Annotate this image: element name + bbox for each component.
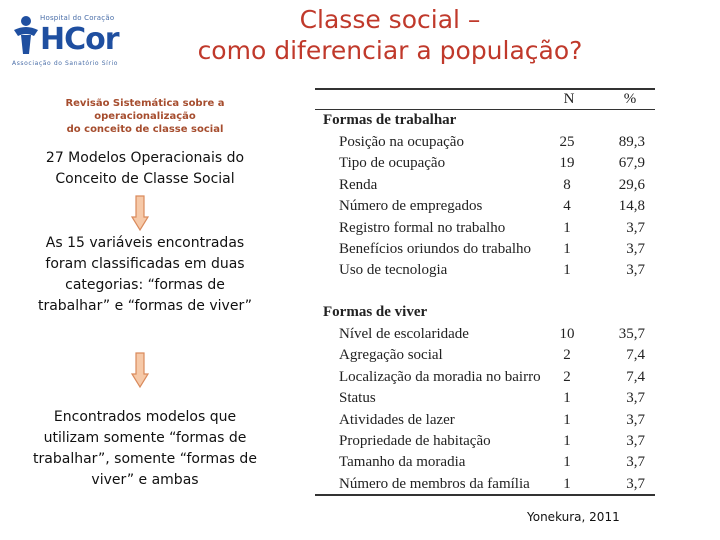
table-row xyxy=(315,431,655,452)
table-top-rule xyxy=(315,88,655,90)
table-row xyxy=(315,452,655,473)
flow-step-3: Encontrados modelos que utilizam somente “formas de trabalhar”, somente “formas de viver” e ambas xyxy=(33,409,257,488)
row-percent: 7,4 xyxy=(626,347,645,364)
hcor-logo xyxy=(12,8,132,68)
row-count: 25 xyxy=(559,134,575,150)
row-label: Benefícios oriundos do trabalho xyxy=(339,241,532,257)
row-percent: 7,4 xyxy=(626,368,645,385)
row-count: 1 xyxy=(563,454,571,471)
slide-title xyxy=(180,4,600,66)
table-row xyxy=(315,196,655,217)
table-row xyxy=(315,239,655,260)
column-header-percent: % xyxy=(623,91,637,107)
row-count: 1 xyxy=(563,390,571,407)
row-count: 1 xyxy=(563,433,571,449)
row-percent: 35,7 xyxy=(618,326,645,342)
logo-association-text: Associação do Sanatório Sírio xyxy=(12,60,118,67)
table-row xyxy=(315,474,655,495)
table-header-rule xyxy=(315,109,655,110)
review-subtitle-line-1: Revisão Sistemática sobre a operacionalização xyxy=(65,98,225,122)
flow-step-2: As 15 variáveis encontradas foram classificadas em duas categorias: “formas de trabalhar” e “formas de viver” xyxy=(37,235,253,314)
row-label: Registro formal no trabalho xyxy=(339,219,506,236)
citation: Yonekura, 2011 xyxy=(527,510,620,524)
row-count: 19 xyxy=(559,155,575,172)
row-label: Número de membros da família xyxy=(339,475,530,492)
table-row xyxy=(315,132,655,153)
down-arrow-icon xyxy=(131,352,149,388)
row-count: 2 xyxy=(563,347,571,364)
row-count: 1 xyxy=(563,475,571,492)
table-row xyxy=(315,260,655,281)
row-label: Tamanho da moradia xyxy=(339,454,466,471)
section-title-work: Formas de trabalhar xyxy=(323,112,457,128)
row-label: Uso de tecnologia xyxy=(339,262,448,279)
slide-title-line-1: Classe social – xyxy=(299,5,481,34)
row-label: Propriedade de habitação xyxy=(339,433,491,449)
table-row xyxy=(315,345,655,366)
row-count: 2 xyxy=(563,368,571,385)
row-percent: 3,7 xyxy=(626,454,645,471)
table-row xyxy=(315,410,655,431)
row-percent: 89,3 xyxy=(618,134,645,150)
column-header-n: N xyxy=(563,91,575,107)
row-count: 1 xyxy=(563,219,571,236)
row-label: Posição na ocupação xyxy=(339,134,464,150)
row-label: Atividades de lazer xyxy=(339,411,455,428)
table-row xyxy=(315,175,655,196)
row-label: Status xyxy=(339,390,376,407)
logo-hospital-text: Hospital do Coração xyxy=(40,14,115,22)
row-percent: 3,7 xyxy=(626,411,645,428)
section-title-living: Formas de viver xyxy=(323,304,428,320)
row-percent: 29,6 xyxy=(618,176,645,193)
table-row xyxy=(315,324,655,345)
row-count: 8 xyxy=(563,176,571,193)
row-percent: 67,9 xyxy=(618,155,645,172)
review-subtitle-line-2: do conceito de classe social xyxy=(66,124,224,135)
table-bottom-rule xyxy=(315,494,655,496)
logo-figure-icon xyxy=(12,14,40,58)
row-percent: 3,7 xyxy=(626,241,645,257)
review-subtitle xyxy=(20,97,270,136)
logo-brand-text: HCor xyxy=(40,22,119,57)
row-percent: 14,8 xyxy=(618,198,645,215)
row-count: 10 xyxy=(559,326,575,342)
row-label: Nível de escolaridade xyxy=(339,326,469,342)
row-count: 1 xyxy=(563,411,571,428)
row-count: 1 xyxy=(563,262,571,279)
row-percent: 3,7 xyxy=(626,475,645,492)
row-percent: 3,7 xyxy=(626,262,645,279)
table-row xyxy=(315,388,655,409)
flow-step-1: 27 Modelos Operacionais do Conceito de Classe Social xyxy=(45,150,245,187)
row-count: 1 xyxy=(563,241,571,257)
row-percent: 3,7 xyxy=(626,433,645,449)
row-label: Agregação social xyxy=(339,347,443,364)
row-percent: 3,7 xyxy=(626,390,645,407)
table-row xyxy=(315,218,655,239)
row-label: Tipo de ocupação xyxy=(339,155,446,172)
table-row xyxy=(315,153,655,174)
down-arrow-icon xyxy=(131,195,149,231)
variables-table xyxy=(315,88,655,496)
row-label: Número de empregados xyxy=(339,198,483,215)
row-label: Localização da moradia no bairro xyxy=(339,368,541,385)
slide-title-line-2: como diferenciar a população? xyxy=(197,36,583,65)
table-row xyxy=(315,367,655,388)
row-percent: 3,7 xyxy=(626,219,645,236)
row-count: 4 xyxy=(563,198,571,215)
row-label: Renda xyxy=(339,176,378,193)
